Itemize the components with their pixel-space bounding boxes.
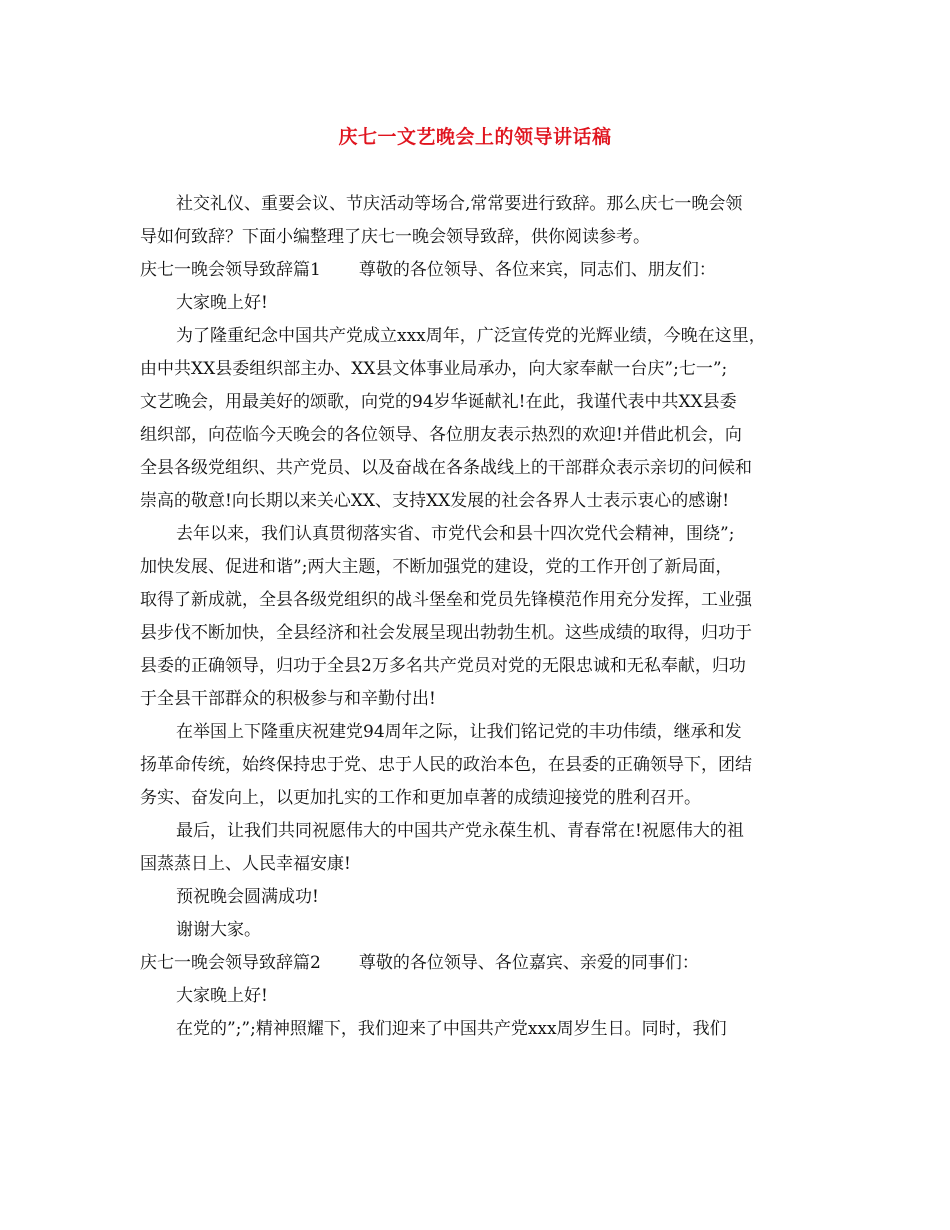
body-line: 县委的正确领导，归功于全县2万多名共产党员对党的无限忠诚和无私奉献，归功 [140, 656, 746, 676]
section-heading-line [140, 947, 830, 980]
body-line: 扬革命传统，始终保持忠于党、忠于人民的政治本色，在县委的正确领导下，团结 [140, 755, 752, 775]
body-line: 文艺晚会，用最美好的颂歌，向党的94岁华诞献礼!在此，我谨代表中共XX县委 [140, 392, 737, 412]
body-line: 最后，让我们共同祝愿伟大的中国共产党永葆生机、青春常在!祝愿伟大的祖 [176, 821, 744, 841]
body-line: 于全县干部群众的积极参与和辛勤付出! [140, 689, 436, 709]
body-line: 加快发展、促进和谐”;两大主题，不断加强党的建设，党的工作开创了新局面， [140, 557, 733, 577]
body-line: 大家晚上好! [176, 293, 268, 313]
section-heading: 庆七一晚会领导致辞篇2 [140, 953, 321, 973]
body-line: 在党的”;”;精神照耀下，我们迎来了中国共产党xxx周岁生日。同时，我们 [176, 1019, 727, 1039]
body-line: 社交礼仪、重要会议、节庆活动等场合,常常要进行致辞。那么庆七一晚会领 [176, 194, 743, 214]
body-line: 县步伐不断加快，全县经济和社会发展呈现出勃勃生机。这些成绩的取得，归功于 [140, 623, 752, 643]
body-line: 为了隆重纪念中国共产党成立xxx周年，广泛宣传党的光辉业绩，今晚在这里， [176, 326, 766, 346]
body-line: 预祝晚会圆满成功! [176, 887, 319, 907]
document-title: 庆七一文艺晚会上的领导讲话稿 [338, 126, 612, 148]
body-line: 大家晚上好! [176, 986, 268, 1006]
body-line: 取得了新成就，全县各级党组织的战斗堡垒和党员先锋模范作用充分发挥，工业强 [140, 590, 752, 610]
body-line: 导如何致辞？下面小编整理了庆七一晚会领导致辞，供你阅读参考。 [140, 227, 650, 247]
body-line: 谢谢大家。 [176, 920, 261, 940]
document-body [140, 188, 830, 1046]
salutation: 尊敬的各位领导、各位来宾，同志们、朋友们： [358, 260, 716, 280]
body-line: 崇高的敬意!向长期以来关心XX、支持XX发展的社会各界人士表示衷心的感谢! [140, 491, 730, 511]
body-line: 务实、奋发向上，以更加扎实的工作和更加卓著的成绩迎接党的胜利召开。 [140, 788, 701, 808]
body-line: 在举国上下隆重庆祝建党94周年之际，让我们铭记党的丰功伟绩，继承和发 [176, 722, 742, 742]
body-line: 去年以来，我们认真贯彻落实省、市党代会和县十四次党代会精神，围绕”; [176, 524, 735, 544]
body-line: 国蒸蒸日上、人民幸福安康! [140, 854, 351, 874]
body-line: 全县各级党组织、共产党员、以及奋战在各条战线上的干部群众表示亲切的问候和 [140, 458, 752, 478]
salutation: 尊敬的各位领导、各位嘉宾、亲爱的同事们： [358, 953, 699, 973]
section-heading-line [140, 254, 830, 287]
body-line: 由中共XX县委组织部主办、XX县文体事业局承办，向大家奉献一台庆”;七一”; [140, 359, 728, 379]
body-line: 组织部，向莅临今天晚会的各位领导、各位朋友表示热烈的欢迎!并借此机会，向 [140, 425, 742, 445]
section-heading: 庆七一晚会领导致辞篇1 [140, 260, 321, 280]
